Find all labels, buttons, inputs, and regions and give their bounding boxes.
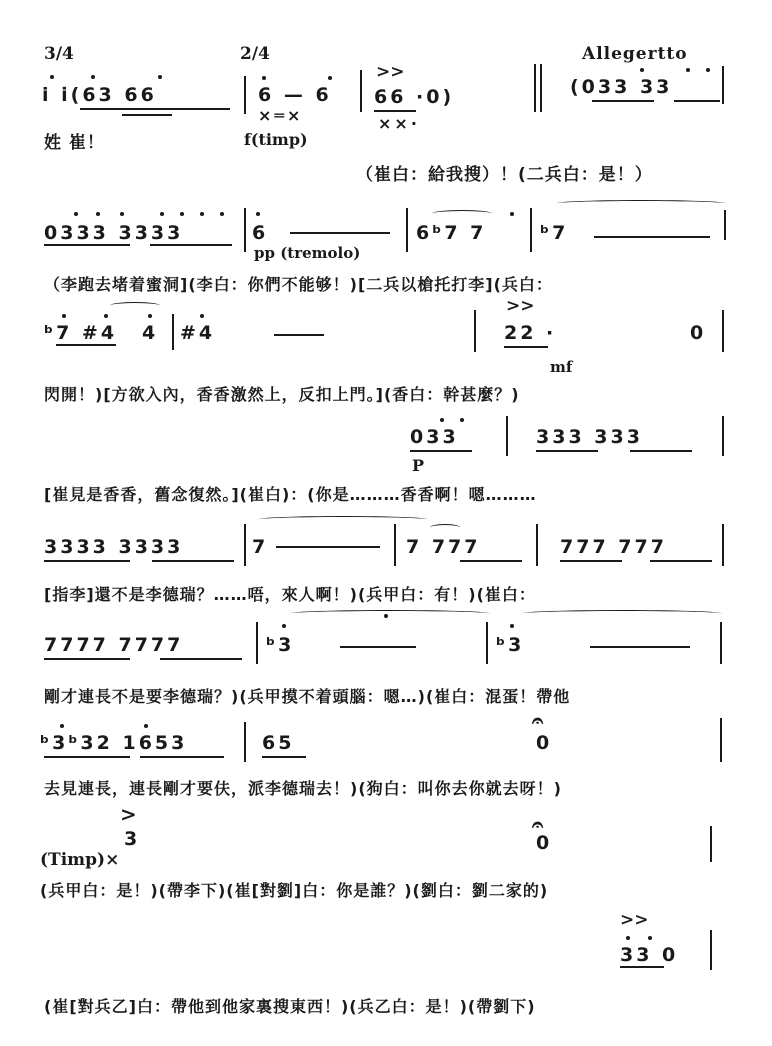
accent-r15: > — [120, 802, 137, 826]
timp-marks-r1-b: ××· — [378, 114, 420, 133]
dialogue-r18: (崔[對兵乙]白：帶他到他家裏搜東西！)(兵乙白：是！)(帶劉下) — [44, 997, 536, 1016]
dynamic-r1: f(timp) — [244, 130, 308, 149]
notes-r11-m2: ᵇ3 — [266, 634, 295, 656]
rest-r13: 0 — [536, 732, 553, 754]
notes-r1-m4: (033 33 — [570, 76, 673, 98]
notes-r5-m3: #4 — [180, 322, 216, 344]
notes-r3-m1: 0333 3333 — [44, 222, 184, 244]
fermata-r15: 𝄐 — [532, 812, 544, 836]
accent-r5: >> — [506, 296, 535, 316]
dialogue-r10: [指李]還不是李德瑞？……唔，來人啊！)(兵甲白：有！)(崔白： — [44, 585, 536, 604]
notes-r5-m1: ᵇ7 #4 — [44, 322, 118, 344]
accent-r1: >> — [376, 62, 405, 82]
fermata-r13: 𝄐 — [532, 708, 544, 732]
dialogue-r6: 閃開！)[方欲入內，香香激然上，反扣上門。](香白：幹甚麼？) — [44, 385, 520, 404]
note-r15: 3 — [124, 828, 141, 850]
dialogue-r4: （李跑去堵着蜜洞](李白：你們不能够！)[二兵以槍托打李](兵白： — [44, 275, 553, 294]
tempo-marking: Allegertto — [582, 44, 688, 64]
notes-r9-m1: 3333 3333 — [44, 536, 184, 558]
notes-r9-m3: 7 777 — [406, 536, 481, 558]
rest-r15: 0 — [536, 832, 553, 854]
notes-r5-rest: 0 — [690, 322, 707, 344]
dialogue-r2: （崔白：給我搜）！(二兵白：是！） — [356, 165, 653, 185]
dynamic-r3: pp (tremolo) — [254, 244, 361, 262]
time-signature-3-4: 3/4 — [44, 44, 74, 64]
accent-r17: >> — [620, 910, 649, 930]
dynamic-r5: mf — [550, 358, 573, 376]
notes-r13-m2: 65 — [262, 732, 295, 754]
notes-r9-m4: 777 777 — [560, 536, 667, 558]
notes-r11-m1: 7777 7777 — [44, 634, 184, 656]
notes-r11-m3: ᵇ3 — [496, 634, 525, 656]
notes-r9-m2: 7 — [252, 536, 269, 558]
dialogue-r8: [崔見是香香，舊念復然。](崔白)：(你是………香香啊！嗯……… — [44, 485, 537, 504]
timp-r15: (Timp)× — [40, 850, 120, 870]
notes-r5-m2: 4 — [142, 322, 159, 344]
lyric-r1: 姓 崔！ — [44, 133, 105, 153]
notes-r3-m2: 6 — [252, 222, 269, 244]
notes-r5-m4: 22 · — [504, 322, 557, 344]
notes-r3-m4: ᵇ7 — [540, 222, 569, 244]
notes-r1-m2: 6 — 6 — [258, 84, 332, 106]
dialogue-r16: (兵甲白：是！)(帶李下)(崔[對劉]白：你是誰？)(劉白：劉二家的) — [40, 881, 549, 900]
timp-marks-r1: ×═× — [258, 106, 304, 125]
notes-r17: 33 0 — [620, 944, 679, 966]
notes-r1-m3: 66 ·0) — [374, 86, 455, 108]
notes-r1-m1: i i̇(63 66 — [42, 84, 157, 106]
notes-r3-m3: 6ᵇ7 7 — [416, 222, 487, 244]
time-signature-2-4: 2/4 — [240, 44, 270, 64]
dialogue-r12: 剛才連長不是要李德瑞？)(兵甲摸不着頭腦：嗯…)(崔白：混蛋！帶他 — [44, 687, 571, 706]
dialogue-r14: 去見連長，連長剛才要伕，派李德瑞去！)(狗白：叫你去你就去呀！) — [44, 779, 562, 798]
notes-r7-m2: 333 333 — [536, 426, 643, 448]
notes-r13-m1: ᵇ3ᵇ32 1653 — [40, 732, 188, 754]
notes-r7-m1: 033 — [410, 426, 459, 448]
dynamic-r7: P — [412, 456, 425, 475]
